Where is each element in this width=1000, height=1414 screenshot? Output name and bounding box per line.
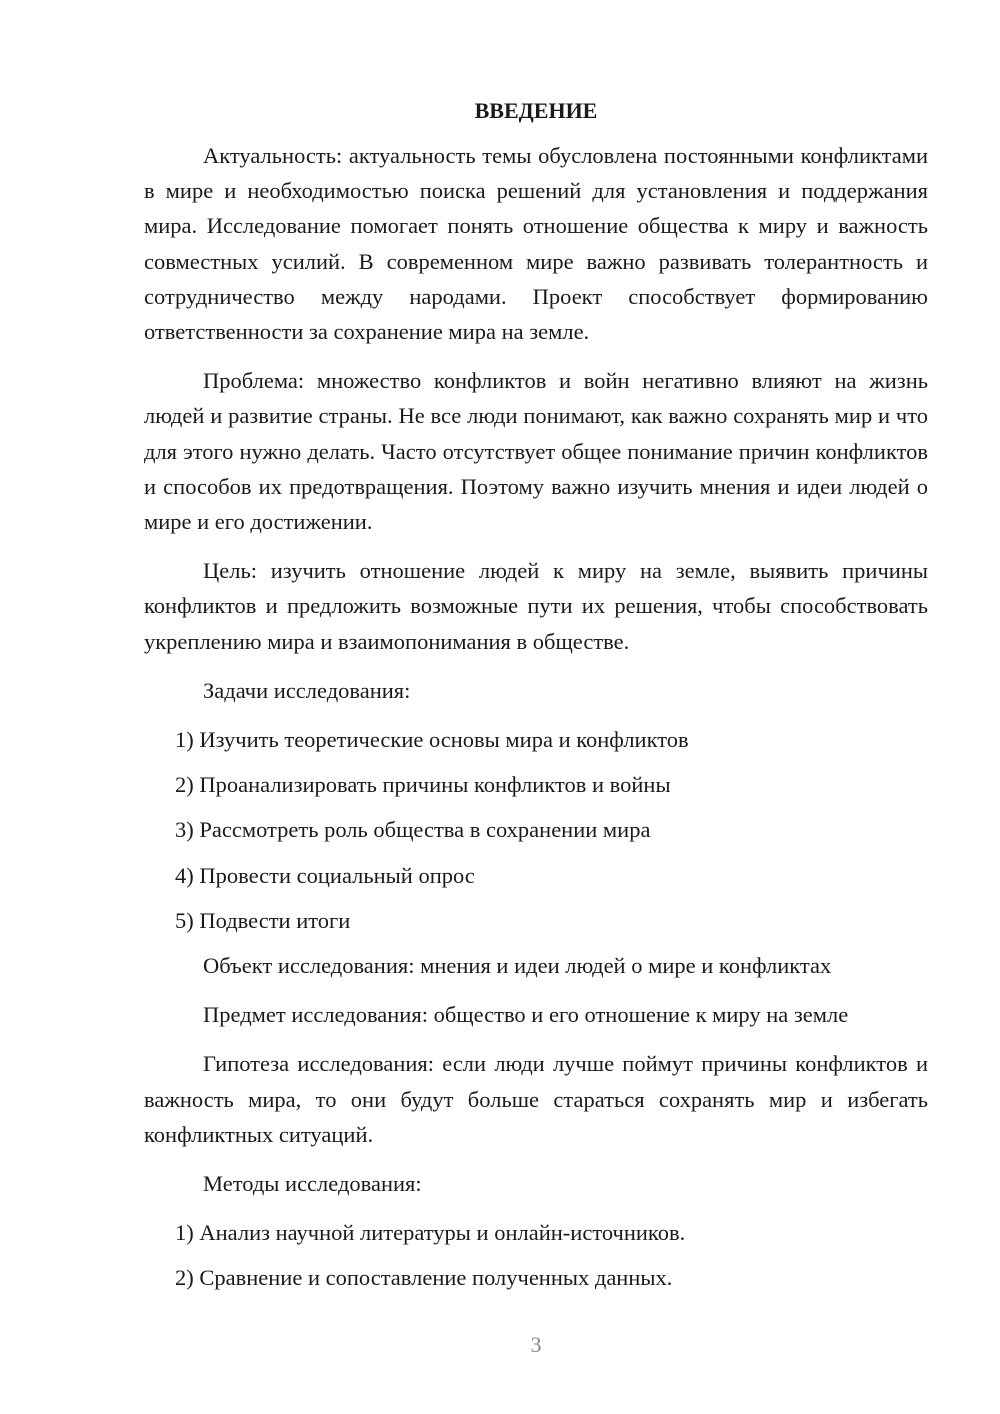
page-number: 3 [530, 1332, 542, 1357]
list-item: 5) Подвести итоги [175, 907, 351, 933]
subject-paragraph: Предмет исследования: общество и его отношение к миру на земле [203, 1002, 849, 1028]
tasks-label: Задачи исследования: [203, 677, 411, 703]
section-heading: ВВЕДЕНИЕ [474, 98, 598, 123]
page-body [144, 92, 928, 1306]
methods-label: Методы исследования: [203, 1171, 422, 1197]
list-item: 3) Рассмотреть роль общества в сохранении мира [175, 817, 651, 843]
list-item: 2) Проанализировать причины конфликтов и войны [175, 772, 671, 798]
methods-list [144, 1215, 928, 1295]
list-item: 1) Изучить теоретические основы мира и конфликтов [175, 727, 689, 753]
hypothesis-paragraph: Гипотеза исследования: если люди лучше поймут причины конфликтов и важность мира, то они будут больше стараться сохранять мир и избегать конфликтных ситуаций. [144, 1051, 928, 1147]
list-item: 2) Сравнение и сопоставление полученных данных. [175, 1265, 673, 1291]
list-item: 4) Провести социальный опрос [175, 862, 475, 888]
relevance-paragraph: Актуальность: актуальность темы обусловлена постоянными конфликтами в мире и необходимостью поиска решений для установления и поддержания мира. Исследование помогает понять отношение общества к миру и важность совместных усилий. В современном мире важно развивать толерантность и сотрудничество между народами. Проект способствует формированию ответственности за сохранение мира на земле. [144, 143, 928, 345]
list-item: 1) Анализ научной литературы и онлайн-источников. [175, 1220, 686, 1246]
goal-paragraph: Цель: изучить отношение людей к миру на земле, выявить причины конфликтов и предложить возможные пути их решения, чтобы способствовать укреплению мира и взаимопонимания в обществе. [144, 558, 928, 654]
tasks-list [144, 722, 928, 938]
problem-paragraph: Проблема: множество конфликтов и войн негативно влияют на жизнь людей и развитие страны. Не все люди понимают, как важно сохранять мир и что для этого нужно делать. Часто отсутствует общее понимание причин конфликтов и способов их предотвращения. Поэтому важно изучить мнения и идеи людей о мире и его достижении. [144, 368, 928, 535]
object-paragraph: Объект исследования: мнения и идеи людей о мире и конфликтах [203, 953, 832, 979]
